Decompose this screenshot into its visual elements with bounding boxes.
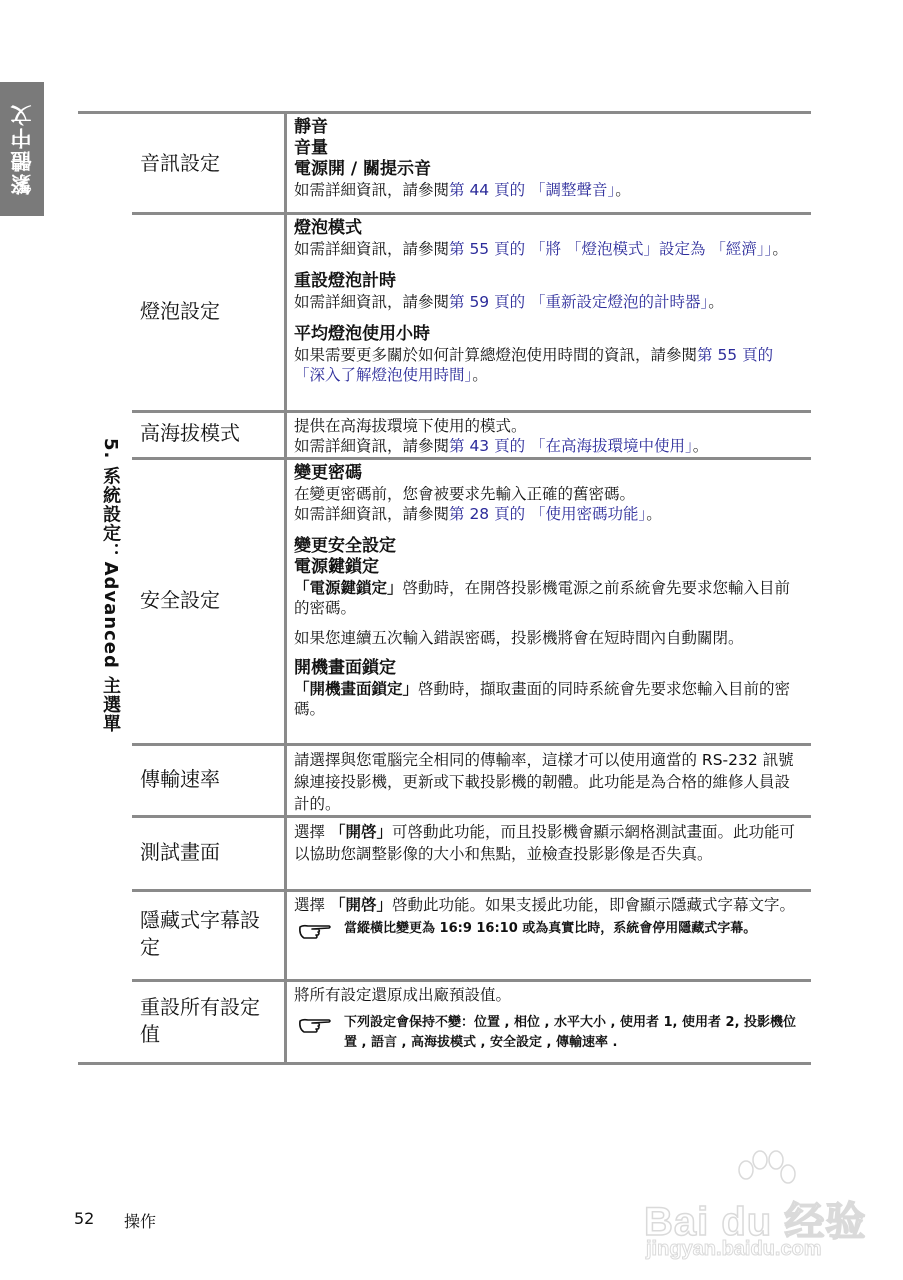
row-content (287, 815, 811, 889)
baidu-watermark (640, 1150, 870, 1260)
reference-text (294, 180, 803, 200)
description (294, 821, 803, 865)
page-number: 52 (74, 1209, 95, 1228)
spacer (294, 524, 803, 536)
ref-prefix: 如需詳細資訊，請參閱 (294, 437, 450, 455)
item-title: 開機畫面鎖定 (294, 658, 396, 678)
watermark-brand: Bai du 经验 (644, 1200, 867, 1244)
row-label: 隱藏式字幕設定 (78, 889, 287, 979)
bold-term: 「電源鍵鎖定」 (294, 579, 403, 597)
description: 提供在高海拔環境下使用的模式。 (294, 417, 527, 435)
description: 在變更密碼前，您會被要求先輸入正確的舊密碼。 (294, 485, 636, 503)
ref-prefix: 如需詳細資訊，請參閱 (294, 240, 450, 258)
item-title: 電源開 / 關提示音 (294, 159, 432, 179)
row-label: 傳輸速率 (78, 743, 287, 815)
item-title: 變更安全設定 (294, 536, 396, 556)
chapter-title: 5. 系統設定：Advanced 主選單 (100, 438, 121, 734)
row-label: 燈泡設定 (78, 212, 287, 410)
item-title: 電源鍵鎖定 (294, 557, 379, 577)
note-text: 當縱橫比變更為 16:9 16:10 或為真實比時，系統會停用隱藏式字幕。 (344, 921, 757, 936)
note (294, 1013, 803, 1053)
row-content (287, 889, 811, 979)
table-row-lamp (78, 212, 811, 410)
description: 請選擇與您電腦完全相同的傳輸率，這樣才可以使用適當的 RS-232 訊號線連接投影機，更新或下載投影機的韌體。此功能是為合格的維修人員設計的。 (294, 751, 794, 813)
spacer (294, 312, 803, 324)
page-link[interactable]: 第 28 頁的 「使用密碼功能」 (449, 505, 647, 523)
page-link[interactable]: 第 55 頁的 「將 「燈泡模式」設定為 「經濟」」 (449, 240, 773, 258)
table-row-closed-caption (78, 889, 811, 979)
description (294, 578, 803, 618)
spacer (294, 648, 803, 658)
ref-prefix: 如果需要更多關於如何計算總燈泡使用時間的資訊，請參閱 (294, 346, 698, 364)
row-label: 重設所有設定值 (78, 979, 287, 1062)
ref-prefix: 如需詳細資訊，請參閱 (294, 505, 450, 523)
item-title: 變更密碼 (294, 463, 362, 483)
description-rest: 可啓動此功能，而且投影機會顯示網格測試畫面。此功能可以協助您調整影像的大小和焦點，並檢查投影影像是否失真。 (294, 823, 795, 863)
reference-text (294, 345, 803, 385)
description: 如果您連續五次輸入錯誤密碼，投影機將會在短時間內自動關閉。 (294, 629, 744, 647)
row-label: 高海拔模式 (78, 410, 287, 457)
row-content (287, 212, 811, 410)
row-content (287, 457, 811, 743)
ref-suffix: 。 (646, 505, 662, 523)
item-title: 靜音 (294, 117, 328, 137)
table-row-audio (78, 114, 811, 212)
description-rest: 啓動時，在開啓投影機電源之前系統會先要求您輸入目前的密碼。 (294, 579, 791, 617)
reference-text (294, 239, 803, 259)
reference-text (294, 504, 803, 524)
bold-term: 「開啓」 (329, 823, 392, 841)
description (294, 895, 803, 915)
settings-table (78, 111, 811, 1065)
row-label: 音訊設定 (78, 114, 287, 212)
item-title: 燈泡模式 (294, 218, 362, 238)
description-pre: 選擇 (294, 896, 330, 914)
description-rest: 啓動時，擷取畫面的同時系統會先要求您輸入目前的密碼。 (294, 680, 791, 718)
note-text: 下列設定會保持不變：位置 , 相位 , 水平大小 , 使用者 1, 使用者 2, 投影機位置 , 語言 , 高海拔模式 , 安全設定 , 傳輸速率 . (344, 1015, 797, 1050)
description (294, 679, 803, 719)
description: 將所有設定還原成出廠預設值。 (294, 986, 512, 1004)
bold-term: 「開機畫面鎖定」 (294, 680, 419, 698)
ref-prefix: 如需詳細資訊，請參閱 (294, 293, 450, 311)
item-title: 平均燈泡使用小時 (294, 324, 430, 344)
footer-section-title: 操作 (124, 1212, 157, 1231)
pointing-hand-icon (294, 919, 338, 946)
table-row-reset-all (78, 979, 811, 1062)
table-row-high-altitude (78, 410, 811, 457)
table-row-test-pattern (78, 815, 811, 889)
item-title: 重設燈泡計時 (294, 271, 396, 291)
bold-term: 「開啓」 (329, 896, 392, 914)
row-content (287, 410, 811, 457)
watermark-url: jingyan.baidu.com (646, 1238, 822, 1260)
description-rest: 啓動此功能。如果支援此功能，即會顯示隱藏式字幕文字。 (391, 896, 795, 914)
note (294, 919, 803, 946)
ref-prefix: 如需詳細資訊，請參閱 (294, 181, 450, 199)
row-content (287, 114, 811, 212)
reference-text (294, 292, 803, 312)
page-link[interactable]: 第 44 頁的 「調整聲音」 (449, 181, 616, 199)
table-row-baud-rate (78, 743, 811, 815)
row-content (287, 743, 811, 815)
language-tab-label: 繁體中文 (10, 103, 34, 195)
row-content (287, 979, 811, 1062)
ref-suffix: 。 (472, 366, 488, 384)
language-side-tab (0, 82, 44, 216)
reference-text (294, 436, 803, 456)
spacer (294, 259, 803, 271)
ref-suffix: 。 (692, 437, 709, 455)
spacer (294, 618, 803, 628)
description-pre: 選擇 (294, 823, 330, 841)
page-link[interactable]: 第 55 頁的 「深入了解燈泡使用時間」 (294, 346, 774, 384)
table-row-security (78, 457, 811, 743)
page-link[interactable]: 第 59 頁的 「重新設定燈泡的計時器」 (449, 293, 709, 311)
row-label: 安全設定 (78, 457, 287, 743)
row-label: 測試畫面 (78, 815, 287, 889)
ref-suffix: 。 (615, 181, 631, 199)
ref-suffix: 。 (708, 293, 724, 311)
page-link[interactable]: 第 43 頁的 「在高海拔環境中使用」 (449, 437, 693, 455)
item-title: 音量 (294, 138, 328, 158)
pointing-hand-icon (294, 1013, 338, 1040)
ref-suffix: 。 (772, 240, 788, 258)
